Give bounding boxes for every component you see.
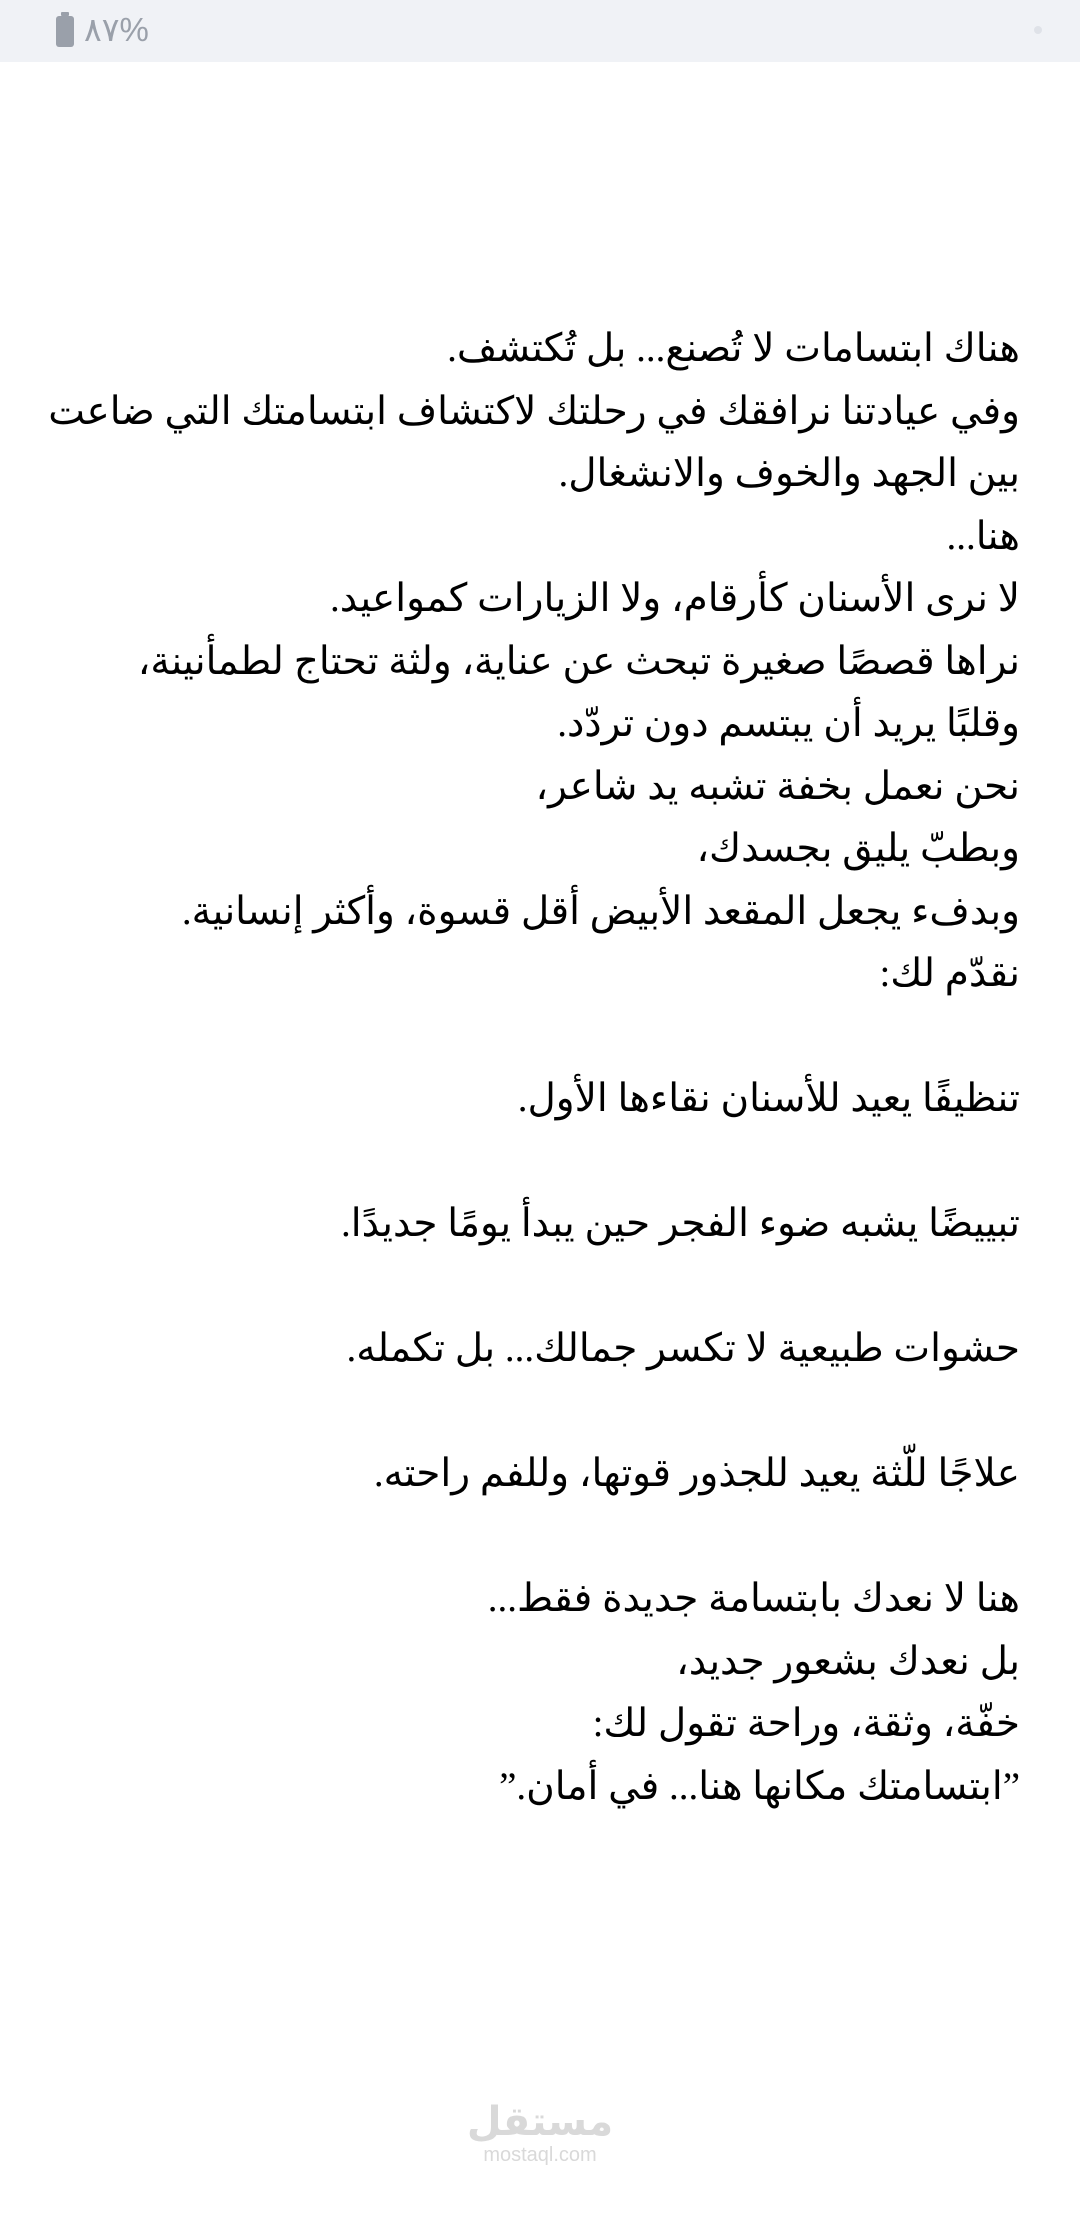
- blank-line: [40, 1131, 1020, 1194]
- watermark-latin: mostaql.com: [483, 2144, 597, 2166]
- blank-line: [40, 1506, 1020, 1569]
- status-bar: [0, 0, 1080, 62]
- text-line: وبطبّ يليق بجسدك،: [696, 827, 1020, 870]
- watermark-logo: [0, 2100, 1080, 2166]
- text-line: هنا...: [946, 514, 1020, 558]
- text-line: بين الجهد والخوف والانشغال.: [558, 452, 1020, 495]
- text-line: وفي عيادتنا نرافقك في رحلتك لاكتشاف ابتسامتك التي ضاعت: [48, 389, 1020, 433]
- text-line: تنظيفًا يعيد للأسنان نقاءها الأول.: [517, 1077, 1020, 1120]
- text-line: خفّة، وثقة، وراحة تقول لك:: [592, 1702, 1020, 1745]
- status-indicator-icon: [1034, 26, 1042, 34]
- text-line: هناك ابتسامات لا تُصنع... بل تُكتشف.: [447, 327, 1020, 370]
- text-line: ”ابتسامتك مكانها هنا... في أمان.”: [499, 1764, 1020, 1808]
- text-line: بل نعدك بشعور جديد،: [676, 1639, 1020, 1683]
- text-line: نراها قصصًا صغيرة تبحث عن عناية، ولثة تحتاج لطمأنينة،: [137, 639, 1020, 683]
- text-line: نحن نعمل بخفة تشبه يد شاعر،: [535, 764, 1020, 808]
- text-line: لا نرى الأسنان كأرقام، ولا الزيارات كمواعيد.: [329, 577, 1020, 620]
- battery-percentage: %٨٧: [84, 11, 149, 48]
- text-line: هنا لا نعدك بابتسامة جديدة فقط...: [487, 1577, 1020, 1620]
- blank-line: [40, 1006, 1020, 1069]
- text-line: تبييضًا يشبه ضوء الفجر حين يبدأ يومًا جديدًا.: [341, 1202, 1020, 1245]
- blank-line: [40, 1256, 1020, 1319]
- text-line: علاجًا للّثة يعيد للجذور قوتها، وللفم راحته.: [373, 1452, 1020, 1495]
- battery-icon: [56, 16, 74, 47]
- text-line: وبدفء يجعل المقعد الأبيض أقل قسوة، وأكثر إنسانية.: [181, 889, 1020, 933]
- text-line: حشوات طبيعية لا تكسر جمالك... بل تكمله.: [346, 1327, 1020, 1370]
- blank-line: [40, 1381, 1020, 1444]
- watermark-arabic: مستقل: [466, 2100, 614, 2144]
- article-text: [40, 318, 1020, 1818]
- text-line: نقدّم لك:: [879, 952, 1020, 995]
- text-line: وقلبًا يريد أن يبتسم دون تردّد.: [557, 702, 1020, 745]
